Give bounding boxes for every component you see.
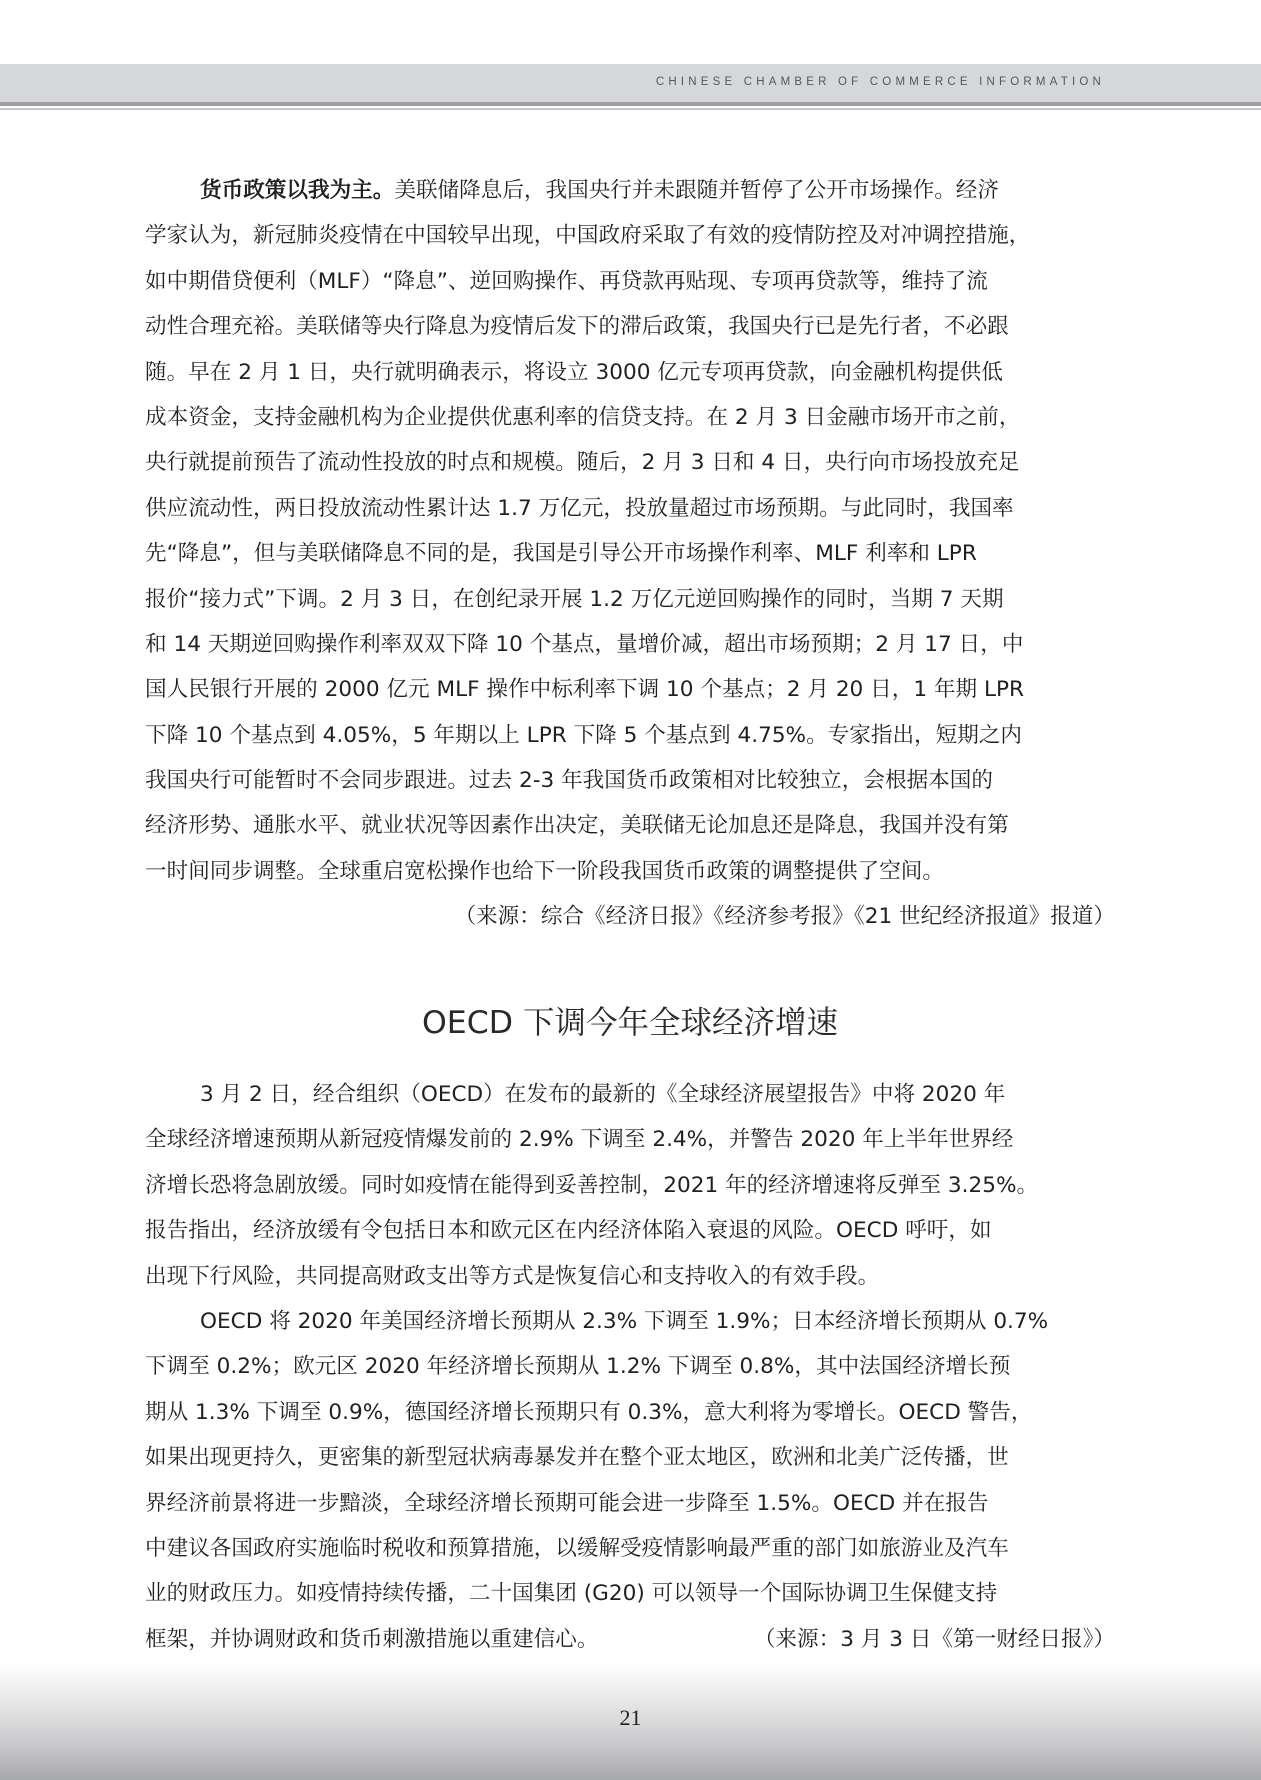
- paragraph-line: 国人民银行开展的 2000 亿元 MLF 操作中标利率下调 10 个基点；2 月 20 日，1 年期 LPR: [145, 677, 1025, 703]
- paragraph-line: 下降 10 个基点到 4.05%，5 年期以上 LPR 下降 5 个基点到 4.75%。专家指出，短期之内: [145, 722, 1023, 748]
- source-citation: （来源：3 月 3 日《第一财经日报》）: [753, 1626, 1115, 1652]
- paragraph-line: 经济形势、通胀水平、就业状况等因素作出决定，美联储无论加息还是降息，我国并没有第: [145, 813, 1009, 839]
- publication-name: CHINESE CHAMBER OF COMMERCE INFORMATION: [655, 76, 1105, 88]
- paragraph-line: 先“降息”，但与美联储降息不同的是，我国是引导公开市场操作利率、MLF 利率和 LPR: [145, 541, 977, 567]
- article-oecd: [145, 1072, 1115, 1662]
- source-citation: （来源：综合《经济日报》《经济参考报》《21 世纪经济报道》报道）: [454, 904, 1115, 930]
- article-title: OECD 下调今年全球经济增速: [422, 1005, 838, 1041]
- paragraph-line: 下调至 0.2%；欧元区 2020 年经济增长预期从 1.2% 下调至 0.8%，其中法国经济增长预: [145, 1354, 1011, 1380]
- paragraph-line: 3 月 2 日，经合组织（OECD）在发布的最新的《全球经济展望报告》中将 2020 年: [200, 1082, 1006, 1107]
- paragraph-line: 济增长恐将急剧放缓。同时如疫情在能得到妥善控制，2021 年的经济增速将反弹至 3.25%。: [145, 1172, 1039, 1198]
- paragraph-line: 出现下行风险，共同提高财政支出等方式是恢复信心和支持收入的有效手段。: [145, 1263, 880, 1289]
- paragraph-line: 货币政策以我为主。美联储降息后，我国央行并未跟随并暂停了公开市场操作。经济: [200, 178, 999, 203]
- paragraph-line: 学家认为，新冠肺炎疫情在中国较早出现，中国政府采取了有效的疫情防控及对冲调控措施，: [145, 223, 1031, 249]
- paragraph-line: 如果出现更持久，更密集的新型冠状病毒暴发并在整个亚太地区，欧洲和北美广泛传播，世: [145, 1445, 1009, 1471]
- paragraph-line: OECD 将 2020 年美国经济增长预期从 2.3% 下调至 1.9%；日本经济增长预期从 0.7%: [200, 1308, 1049, 1334]
- paragraph-line: 全球经济增速预期从新冠疫情爆发前的 2.9% 下调至 2.4%，并警告 2020 年上半年世界经: [145, 1127, 1014, 1153]
- paragraph-line: 供应流动性，两日投放流动性累计达 1.7 万亿元，投放量超过市场预期。与此同时，我国率: [145, 495, 1014, 521]
- paragraph-line: 动性合理充裕。美联储等央行降息为疫情后发下的滞后政策，我国央行已是先行者，不必跟: [145, 314, 1009, 340]
- paragraph-line: 一时间同步调整。全球重启宽松操作也给下一阶段我国货币政策的调整提供了空间。: [145, 858, 944, 884]
- paragraph-line: 报告指出，经济放缓有令包括日本和欧元区在内经济体陷入衰退的风险。OECD 呼吁，如: [145, 1218, 992, 1244]
- paragraph-line: 我国央行可能暂时不会同步跟进。过去 2-3 年我国货币政策相对比较独立，会根据本国的: [145, 768, 993, 794]
- paragraph-line: 央行就提前预告了流动性投放的时点和规模。随后，2 月 3 日和 4 日，央行向市场投放充足: [145, 450, 1020, 476]
- header-rule: [0, 102, 1261, 106]
- paragraph-line: 业的财政压力。如疫情持续传播，二十国集团 (G20) 可以领导一个国际协调卫生保健支持: [145, 1581, 998, 1607]
- paragraph-line: 报价“接力式”下调。2 月 3 日，在创纪录开展 1.2 万亿元逆回购操作的同时，当期 7 天期: [145, 586, 1004, 612]
- paragraph-line: 框架，并协调财政和货币刺激措施以重建信心。 （来源：3 月 3 日《第一财经日报》）: [145, 1617, 1115, 1662]
- paragraph-line: 随。早在 2 月 1 日，央行就明确表示，将设立 3000 亿元专项再贷款，向金融机构提供低: [145, 359, 1003, 385]
- paragraph-line: 中建议各国政府实施临时税收和预算措施，以缓解受疫情影响最严重的部门如旅游业及汽车: [145, 1535, 1009, 1561]
- page-number: 21: [619, 1705, 642, 1730]
- paragraph-line: 界经济前景将进一步黯淡，全球经济增长预期可能会进一步降至 1.5%。OECD 并在报告: [145, 1490, 989, 1516]
- paragraph-lead: 货币政策以我为主。: [200, 178, 395, 203]
- header-rule-thin: [0, 108, 1261, 110]
- paragraph-line: 和 14 天期逆回购操作利率双双下降 10 个基点，量增价减，超出市场预期；2 月 17 日，中: [145, 631, 1024, 657]
- article-monetary-policy: [145, 168, 1115, 940]
- paragraph-line: 成本资金，支持金融机构为企业提供优惠利率的信贷支持。在 2 月 3 日金融市场开市之前，: [145, 404, 1021, 430]
- paragraph-line: 期从 1.3% 下调至 0.9%，德国经济增长预期只有 0.3%，意大利将为零增长。OECD 警告，: [145, 1399, 1033, 1425]
- paragraph-line: 如中期借贷便利（MLF）“降息”、逆回购操作、再贷款再贴现、专项再贷款等，维持了流: [145, 268, 988, 294]
